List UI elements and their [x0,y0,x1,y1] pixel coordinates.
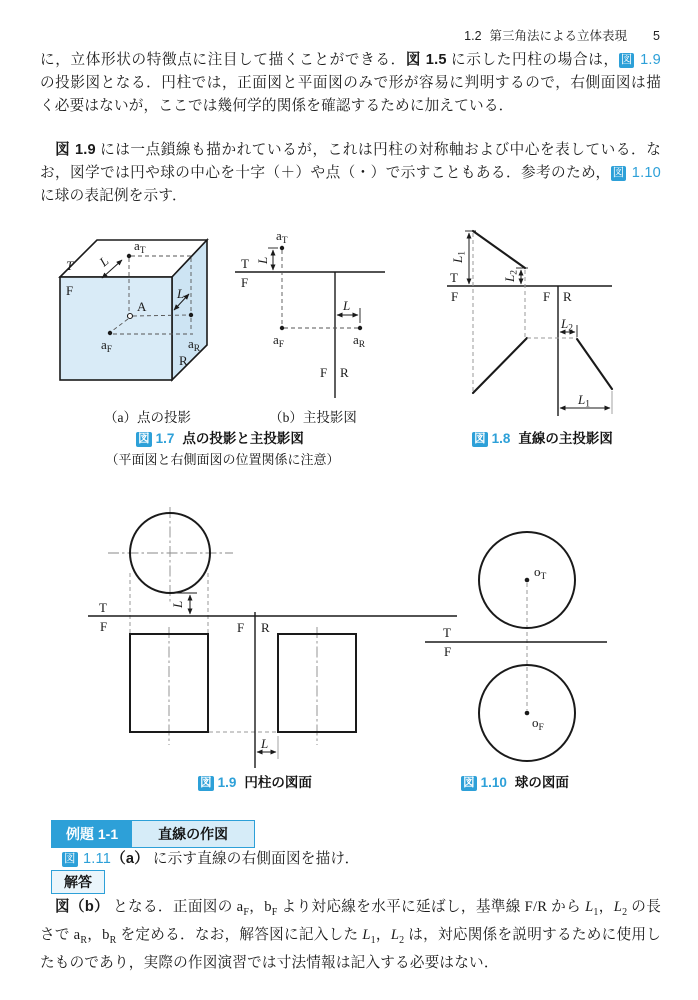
text-run: R [80,934,88,946]
label-T: T [241,256,249,271]
figure-title: 直線の主投影図 [518,431,613,446]
text-run: 1 [593,906,599,918]
section-number: 1.2 [464,29,482,43]
text-run: F [243,906,250,918]
label-L-vertical: L [170,600,185,608]
label-F-fold: F [543,289,551,304]
label-L-vertical: L [255,256,270,264]
label-L-top: L [96,253,112,270]
text-run: に示す直線の右側面図を描け． [148,851,360,867]
figure-icon: 図 [463,777,475,789]
label-aT: $a_T$ [276,228,288,246]
figure-title: 球の図面 [514,775,569,790]
figure-reference-link[interactable]: 図 [620,54,633,66]
label-aF: $a_F$ [101,337,113,355]
label-top-plane: T [66,258,74,273]
answer-badge: 解答 [51,870,105,894]
text-run: 図 1.9 [55,142,96,158]
running-header [464,26,660,44]
paragraph-1 [40,49,661,118]
text-run: L [585,899,594,915]
text-run: 図 1.5 [405,52,447,68]
figure-number: 1.8 [491,431,511,446]
figure-icon: 図 [138,433,150,445]
figure-reference-link[interactable]: 1.11 [78,851,112,867]
line-views [473,231,612,393]
label-F: F [241,275,249,290]
figure-1-7b-principal-views [232,222,404,406]
figure-reference-link[interactable]: 図 [64,853,76,865]
page-number: 5 [653,29,660,43]
label-L-horizontal: L [261,736,269,751]
projection-dashed-lines [282,250,358,328]
label-L1-horizontal: L1 [578,392,590,410]
figure-1-10-sphere-drawing [425,500,640,768]
label-right-plane: R [179,353,188,368]
answer-paragraph [40,896,661,975]
center-lines [108,507,317,745]
projection-points [280,246,362,330]
figure-1-8-line-views [440,218,672,422]
label-F: F [100,619,108,634]
text-run: を定める．なお，解答図に記入した [116,926,363,943]
text-run: には一点鎖線も描かれているが，これは円柱の対称軸および中心を表している．なお，図学では円や球の中心を十字（＋）や点（・）で示すこともある．参考のため， [40,142,661,181]
figure-1-7b-sublabel: （b）主投影図 [269,410,357,425]
label-aR: $a_R$ [353,332,366,350]
figure-1-9-caption [130,771,380,792]
figure-number: 1.9 [217,775,237,790]
label-T: T [450,270,458,285]
figure-number: 1.10 [480,775,507,790]
dimension-arrows [465,231,612,414]
text-run: 図（b） [54,899,110,915]
label-R-fold: R [261,620,270,635]
text-run: ，b [87,926,110,943]
text-run: ， [598,899,614,915]
dimension-arrows [168,593,278,759]
label-oF: $o_F$ [532,715,544,733]
figure-reference-link[interactable]: 1.10 [627,165,661,181]
example-badge: 例題 1-1 [52,821,132,847]
label-R-fold: R [563,289,572,304]
example-question [62,848,622,871]
example-1-1-bar [51,820,255,848]
label-T: T [443,625,451,640]
text-run: L [362,926,371,943]
label-aT: $a_T$ [134,238,146,256]
figure-icon: 図 [200,777,212,789]
figure-number: 1.7 [155,431,175,446]
label-F-fold: F [237,620,245,635]
text-run [40,899,55,915]
label-L2-vertical: L2 [502,270,520,282]
text-run: となる．正面図の a [109,899,244,915]
text-run: R [109,934,117,946]
text-run: より対応線を水平に延ばし，基準線 F/R から [277,899,586,915]
text-run: 2 [399,934,405,946]
text-run: に示した円柱の場合は， [446,52,619,68]
figure-reference-link[interactable]: 図 [612,167,625,179]
text-run: 1 [370,934,376,946]
figure-title: 円柱の図面 [244,775,312,790]
label-L2-horizontal: L2 [561,316,573,334]
label-R-fold: R [340,365,349,380]
text-run: に球の表記例を示す． [40,188,187,204]
figure-1-9-cylinder-drawing [85,500,465,768]
label-F-fold: F [320,365,328,380]
text-run: ，b [249,899,272,915]
text-run: L [613,899,623,915]
label-F: F [451,289,459,304]
figure-1-7a-point-projection-cube [42,222,232,408]
text-run: F [271,906,278,918]
text-run: の長さで a [40,899,662,943]
text-run: 2 [622,906,628,918]
label-point-A: A [137,299,147,314]
example-title: 直線の作図 [132,821,254,847]
label-oT: $o_T$ [534,564,547,582]
text-run: に，立体形状の特徴点に注目して描くことができる． [40,52,406,68]
figure-title: 点の投影と主投影図 [182,431,304,446]
paragraph-2 [40,139,661,208]
label-front-plane: F [66,283,74,298]
section-title: 第三角法による立体表現 [489,29,628,43]
label-L-side: L [177,286,185,301]
label-aF: $a_F$ [273,332,285,350]
text-run: ， [375,926,391,943]
figure-icon: 図 [474,433,486,445]
text-run [40,142,55,158]
figure-1-10-caption [400,771,630,792]
figure-1-8-caption [430,427,655,448]
label-L1-vertical: L1 [450,251,468,263]
text-run: （a） [111,851,149,867]
label-F: F [444,644,452,659]
text-run: の投影図となる．円柱では，正面図と平面図のみで形が容易に判明するので，右側面図は描く必要はないが，ここでは幾何学的関係を確認するために加えている． [40,75,661,114]
label-L-horizontal: L [343,298,351,313]
label-T: T [99,600,107,615]
figure-1-7-caption [80,427,360,448]
figure-1-7a-sublabel: （a）点の投影 [104,410,191,425]
label-aR: $a_R$ [188,336,201,354]
text-run: は，対応関係を説明するために使用したものであり，実際の作図演習では寸法情報は記入する必要はない． [40,926,661,971]
projection-dashed-lines [473,233,577,393]
text-run: L [390,926,400,943]
figure-reference-link[interactable]: 1.9 [635,52,661,68]
figure-1-7-note: （平面図と右側面図の位置関係に注意） [105,452,340,467]
